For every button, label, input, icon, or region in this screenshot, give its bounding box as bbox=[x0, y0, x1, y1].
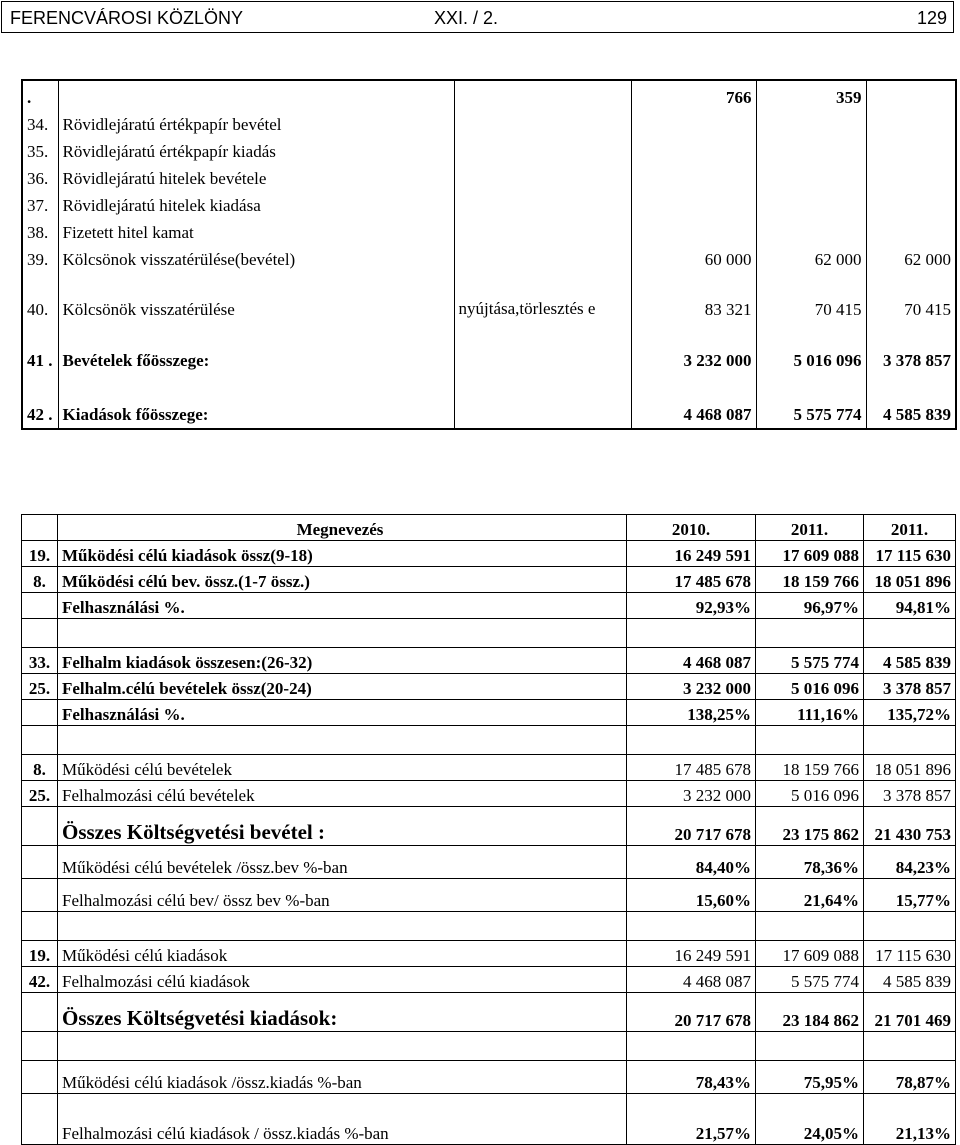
row-label: Működési célú bevételek bbox=[58, 755, 627, 781]
year-header: 2010. bbox=[627, 515, 756, 541]
value-cell: 62 000 bbox=[866, 243, 956, 270]
row-note bbox=[454, 80, 631, 108]
value-cell: 24,05% bbox=[756, 1094, 864, 1145]
row-number: 42 . bbox=[27, 405, 53, 424]
table-row bbox=[22, 967, 956, 993]
value-cell bbox=[866, 80, 956, 108]
row-number: 36. bbox=[27, 169, 49, 188]
row-label: Felhalmozási célú kiadások bbox=[58, 967, 627, 993]
issue-number: XXI. / 2. bbox=[434, 8, 499, 28]
row-number bbox=[22, 1094, 58, 1145]
row-label: Felhalm.célú bevételek össz(20-24) bbox=[58, 674, 627, 700]
row-note bbox=[454, 374, 631, 429]
row-note bbox=[454, 162, 631, 189]
value-cell: 4 468 087 bbox=[627, 967, 756, 993]
value-cell: 78,36% bbox=[756, 846, 864, 879]
row-number: 19. bbox=[22, 541, 58, 567]
value-cell: 359 bbox=[756, 80, 866, 108]
empty-cell bbox=[864, 912, 956, 941]
row-number: 25. bbox=[22, 781, 58, 807]
row-label: Működési célú kiadások /össz.kiadás %-ban bbox=[58, 1061, 627, 1094]
value-cell: 70 415 bbox=[756, 270, 866, 320]
value-cell bbox=[866, 108, 956, 135]
row-label: Működési célú kiadások bbox=[58, 941, 627, 967]
row-number bbox=[22, 807, 58, 846]
row-number: 35. bbox=[27, 142, 49, 161]
value-cell: 5 575 774 bbox=[756, 648, 864, 674]
value-cell bbox=[631, 189, 756, 216]
value-cell bbox=[756, 135, 866, 162]
row-label: Felhalmozási célú kiadások / össz.kiadás %-ban bbox=[58, 1094, 627, 1145]
empty-cell bbox=[22, 1032, 58, 1061]
value-cell: 3 378 857 bbox=[866, 320, 956, 374]
value-cell: 92,93% bbox=[627, 593, 756, 619]
row-label: Összes Költségvetési kiadások: bbox=[58, 993, 627, 1032]
value-cell: 15,77% bbox=[864, 879, 956, 912]
value-cell: 17 115 630 bbox=[864, 541, 956, 567]
balance-table bbox=[21, 79, 957, 430]
value-cell bbox=[866, 189, 956, 216]
empty-cell bbox=[627, 1032, 756, 1061]
value-cell: 94,81% bbox=[864, 593, 956, 619]
value-cell: 4 585 839 bbox=[866, 374, 956, 429]
row-number: 25. bbox=[22, 674, 58, 700]
value-cell: 5 016 096 bbox=[756, 674, 864, 700]
table-row bbox=[22, 593, 956, 619]
value-cell: 3 232 000 bbox=[627, 674, 756, 700]
value-cell bbox=[756, 189, 866, 216]
value-cell: 17 485 678 bbox=[627, 755, 756, 781]
value-cell: 84,23% bbox=[864, 846, 956, 879]
row-label: Kölcsönok visszatérülése(bevétel) bbox=[58, 243, 454, 270]
table-row bbox=[22, 755, 956, 781]
empty-cell bbox=[864, 619, 956, 648]
value-cell: 111,16% bbox=[756, 700, 864, 726]
row-label: Rövidlejáratú hitelek bevétele bbox=[58, 162, 454, 189]
value-cell: 21,64% bbox=[756, 879, 864, 912]
empty-cell bbox=[756, 726, 864, 755]
value-cell bbox=[756, 216, 866, 243]
row-number bbox=[22, 1061, 58, 1094]
value-cell: 16 249 591 bbox=[627, 941, 756, 967]
value-cell: 17 115 630 bbox=[864, 941, 956, 967]
value-cell bbox=[866, 135, 956, 162]
value-cell: 3 232 000 bbox=[631, 320, 756, 374]
total-revenue-row bbox=[22, 807, 956, 846]
table-row bbox=[22, 879, 956, 912]
value-cell: 16 249 591 bbox=[627, 541, 756, 567]
row-note bbox=[454, 135, 631, 162]
table-row bbox=[22, 541, 956, 567]
row-number bbox=[22, 879, 58, 912]
value-cell: 18 051 896 bbox=[864, 755, 956, 781]
row-note bbox=[454, 108, 631, 135]
row-note bbox=[454, 243, 631, 270]
value-cell: 20 717 678 bbox=[627, 993, 756, 1032]
value-cell: 5 016 096 bbox=[756, 320, 866, 374]
value-cell: 4 585 839 bbox=[864, 967, 956, 993]
value-cell: 60 000 bbox=[631, 243, 756, 270]
publication-title: FERENCVÁROSI KÖZLÖNY bbox=[10, 8, 244, 28]
row-label: Fizetett hitel kamat bbox=[58, 216, 454, 243]
row-label: Rövidlejáratú értékpapír bevétel bbox=[58, 108, 454, 135]
value-cell bbox=[756, 162, 866, 189]
value-cell: 62 000 bbox=[756, 243, 866, 270]
table-row bbox=[22, 374, 956, 429]
spacer-row bbox=[22, 619, 956, 648]
table-row bbox=[22, 270, 956, 320]
table-row bbox=[22, 216, 956, 243]
table-row bbox=[22, 567, 956, 593]
row-label: Felhalmozási célú bevételek bbox=[58, 781, 627, 807]
year-header: 2011. bbox=[864, 515, 956, 541]
value-cell: 78,43% bbox=[627, 1061, 756, 1094]
empty-cell bbox=[756, 1032, 864, 1061]
row-number: 19. bbox=[22, 941, 58, 967]
row-number: 8. bbox=[22, 755, 58, 781]
row-note bbox=[454, 189, 631, 216]
value-cell bbox=[631, 216, 756, 243]
value-cell: 23 184 862 bbox=[756, 993, 864, 1032]
value-cell: 20 717 678 bbox=[627, 807, 756, 846]
row-number bbox=[22, 700, 58, 726]
value-cell: 766 bbox=[631, 80, 756, 108]
total-expense-row bbox=[22, 993, 956, 1032]
header-label: Megnevezés bbox=[58, 515, 627, 541]
value-cell: 3 378 857 bbox=[864, 674, 956, 700]
table-row bbox=[22, 700, 956, 726]
value-cell: 5 575 774 bbox=[756, 967, 864, 993]
table-header-row bbox=[22, 515, 956, 541]
balance-table-body bbox=[22, 80, 956, 429]
table-row bbox=[22, 189, 956, 216]
table-row bbox=[22, 1094, 956, 1145]
value-cell: 17 609 088 bbox=[756, 541, 864, 567]
value-cell: 17 485 678 bbox=[627, 567, 756, 593]
table-row bbox=[22, 80, 956, 108]
value-cell: 18 051 896 bbox=[864, 567, 956, 593]
value-cell: 84,40% bbox=[627, 846, 756, 879]
table-row bbox=[22, 648, 956, 674]
empty-cell bbox=[22, 912, 58, 941]
value-cell: 4 585 839 bbox=[864, 648, 956, 674]
table-row bbox=[22, 243, 956, 270]
table-row bbox=[22, 135, 956, 162]
row-number: 34. bbox=[27, 115, 49, 134]
value-cell: 4 468 087 bbox=[631, 374, 756, 429]
table-row bbox=[22, 162, 956, 189]
value-cell: 21,13% bbox=[864, 1094, 956, 1145]
row-number: 33. bbox=[22, 648, 58, 674]
value-cell: 18 159 766 bbox=[756, 755, 864, 781]
table-row bbox=[22, 846, 956, 879]
row-number: . bbox=[27, 88, 32, 107]
row-note: nyújtása,törlesztés e bbox=[454, 270, 631, 320]
row-label: Rövidlejáratú értékpapír kiadás bbox=[58, 135, 454, 162]
value-cell: 3 232 000 bbox=[627, 781, 756, 807]
row-number bbox=[22, 846, 58, 879]
value-cell: 96,97% bbox=[756, 593, 864, 619]
value-cell: 3 378 857 bbox=[864, 781, 956, 807]
row-label: Felhalm kiadások összesen:(26-32) bbox=[58, 648, 627, 674]
value-cell bbox=[866, 162, 956, 189]
value-cell: 5 575 774 bbox=[756, 374, 866, 429]
empty-cell bbox=[22, 619, 58, 648]
row-label: Felhasználási %. bbox=[58, 593, 627, 619]
table-row bbox=[22, 320, 956, 374]
row-label: Bevételek főösszege: bbox=[58, 320, 454, 374]
row-note bbox=[454, 320, 631, 374]
row-label: Működési célú bev. össz.(1-7 össz.) bbox=[58, 567, 627, 593]
table-row bbox=[22, 674, 956, 700]
page-number: 129 bbox=[916, 8, 947, 28]
row-label: Felhasználási %. bbox=[58, 700, 627, 726]
row-label: Felhalmozási célú bev/ össz bev %-ban bbox=[58, 879, 627, 912]
row-number: 39. bbox=[27, 250, 49, 269]
row-label: Kiadások főösszege: bbox=[58, 374, 454, 429]
value-cell: 75,95% bbox=[756, 1061, 864, 1094]
value-cell: 21,57% bbox=[627, 1094, 756, 1145]
value-cell bbox=[866, 216, 956, 243]
empty-cell bbox=[756, 912, 864, 941]
value-cell bbox=[756, 108, 866, 135]
page-header bbox=[1, 1, 954, 33]
empty-cell bbox=[756, 619, 864, 648]
value-cell: 78,87% bbox=[864, 1061, 956, 1094]
row-label: Működési célú bevételek /össz.bev %-ban bbox=[58, 846, 627, 879]
value-cell: 4 468 087 bbox=[627, 648, 756, 674]
value-cell: 23 175 862 bbox=[756, 807, 864, 846]
table-row bbox=[22, 941, 956, 967]
row-label bbox=[58, 80, 454, 108]
row-number: 42. bbox=[22, 967, 58, 993]
value-cell bbox=[631, 162, 756, 189]
row-number: 38. bbox=[27, 223, 49, 242]
spacer-row bbox=[22, 1032, 956, 1061]
table-row bbox=[22, 1061, 956, 1094]
value-cell: 70 415 bbox=[866, 270, 956, 320]
empty-cell bbox=[58, 912, 627, 941]
empty-cell bbox=[22, 515, 58, 541]
row-number: 8. bbox=[22, 567, 58, 593]
summary-table-body bbox=[22, 515, 956, 1145]
table-row bbox=[22, 781, 956, 807]
value-cell: 21 430 753 bbox=[864, 807, 956, 846]
table-row bbox=[22, 108, 956, 135]
value-cell: 17 609 088 bbox=[756, 941, 864, 967]
value-cell: 138,25% bbox=[627, 700, 756, 726]
spacer-row bbox=[22, 912, 956, 941]
value-cell: 135,72% bbox=[864, 700, 956, 726]
empty-cell bbox=[58, 1032, 627, 1061]
empty-cell bbox=[864, 1032, 956, 1061]
row-note bbox=[454, 216, 631, 243]
value-cell: 5 016 096 bbox=[756, 781, 864, 807]
empty-cell bbox=[22, 726, 58, 755]
spacer-row bbox=[22, 726, 956, 755]
empty-cell bbox=[58, 726, 627, 755]
row-number: 40. bbox=[27, 300, 49, 319]
row-label: Kölcsönök visszatérülése bbox=[58, 270, 454, 320]
year-header: 2011. bbox=[756, 515, 864, 541]
empty-cell bbox=[58, 619, 627, 648]
empty-cell bbox=[627, 726, 756, 755]
empty-cell bbox=[627, 912, 756, 941]
summary-table bbox=[21, 514, 956, 1145]
value-cell: 21 701 469 bbox=[864, 993, 956, 1032]
empty-cell bbox=[627, 619, 756, 648]
value-cell bbox=[631, 108, 756, 135]
row-number bbox=[22, 993, 58, 1032]
value-cell: 15,60% bbox=[627, 879, 756, 912]
value-cell: 83 321 bbox=[631, 270, 756, 320]
row-number bbox=[22, 593, 58, 619]
row-label: Működési célú kiadások össz(9-18) bbox=[58, 541, 627, 567]
row-number: 37. bbox=[27, 196, 49, 215]
row-number: 41 . bbox=[27, 351, 53, 370]
row-label: Rövidlejáratú hitelek kiadása bbox=[58, 189, 454, 216]
row-label: Összes Költségvetési bevétel : bbox=[58, 807, 627, 846]
value-cell bbox=[631, 135, 756, 162]
empty-cell bbox=[864, 726, 956, 755]
value-cell: 18 159 766 bbox=[756, 567, 864, 593]
